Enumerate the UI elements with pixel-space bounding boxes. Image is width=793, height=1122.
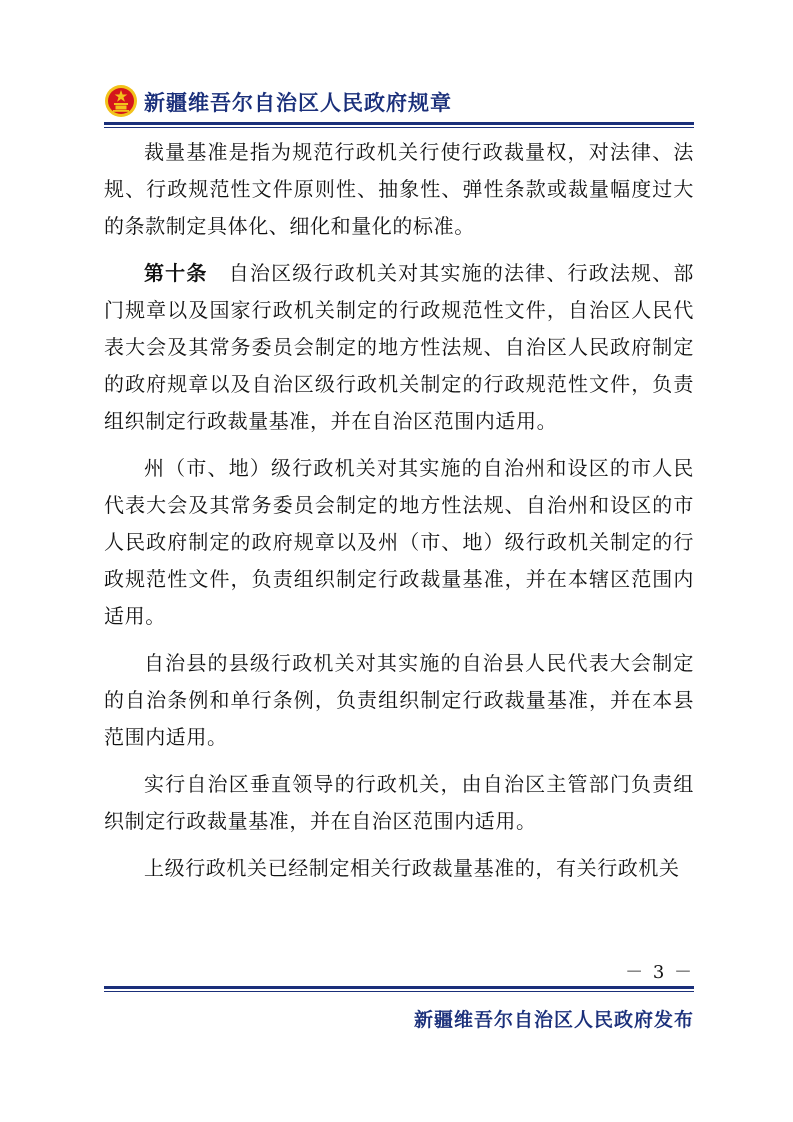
header-divider-thin <box>104 127 694 128</box>
header-divider <box>104 122 694 125</box>
document-body <box>104 134 694 897</box>
paragraph-3: 州（市、地）级行政机关对其实施的自治州和设区的市人民代表大会及其常务委员会制定的地方性法规、自治州和设区的市人民政府制定的政府规章以及州（市、地）级行政机关制定的行政规范性文件，负责组织制定行政裁量基准，并在本辖区范围内适用。 <box>104 456 694 628</box>
footer-publisher: 新疆维吾尔自治区人民政府发布 <box>413 1009 694 1031</box>
page-number: － 3 － <box>625 962 694 983</box>
header-title: 新疆维吾尔自治区人民政府规章 <box>144 91 452 115</box>
footer-divider-thin <box>104 991 694 992</box>
article-label: 第十条 <box>144 261 208 285</box>
paragraph-article-10 <box>104 255 694 440</box>
article-text: 自治区级行政机关对其实施的法律、行政法规、部门规章以及国家行政机关制定的行政规范性文件，自治区人民代表大会及其常务委员会制定的地方性法规、自治区人民政府制定的政府规章以及自治区级行政机关制定的行政规范性文件，负责组织制定行政裁量基准，并在自治区范围内适用。 <box>104 261 694 433</box>
document-header <box>104 82 694 122</box>
paragraph-1: 裁量基准是指为规范行政机关行使行政裁量权，对法律、法规、行政规范性文件原则性、抽象性、弹性条款或裁量幅度过大的条款制定具体化、细化和量化的标准。 <box>104 140 694 238</box>
paragraph-4: 自治县的县级行政机关对其实施的自治县人民代表大会制定的自治条例和单行条例，负责组织制定行政裁量基准，并在本县范围内适用。 <box>104 651 694 749</box>
footer-divider <box>104 986 694 989</box>
paragraph-5: 实行自治区垂直领导的行政机关，由自治区主管部门负责组织制定行政裁量基准，并在自治区范围内适用。 <box>104 772 694 833</box>
paragraph-6: 上级行政机关已经制定相关行政裁量基准的，有关行政机关 <box>144 856 680 880</box>
national-emblem-icon <box>104 84 138 118</box>
